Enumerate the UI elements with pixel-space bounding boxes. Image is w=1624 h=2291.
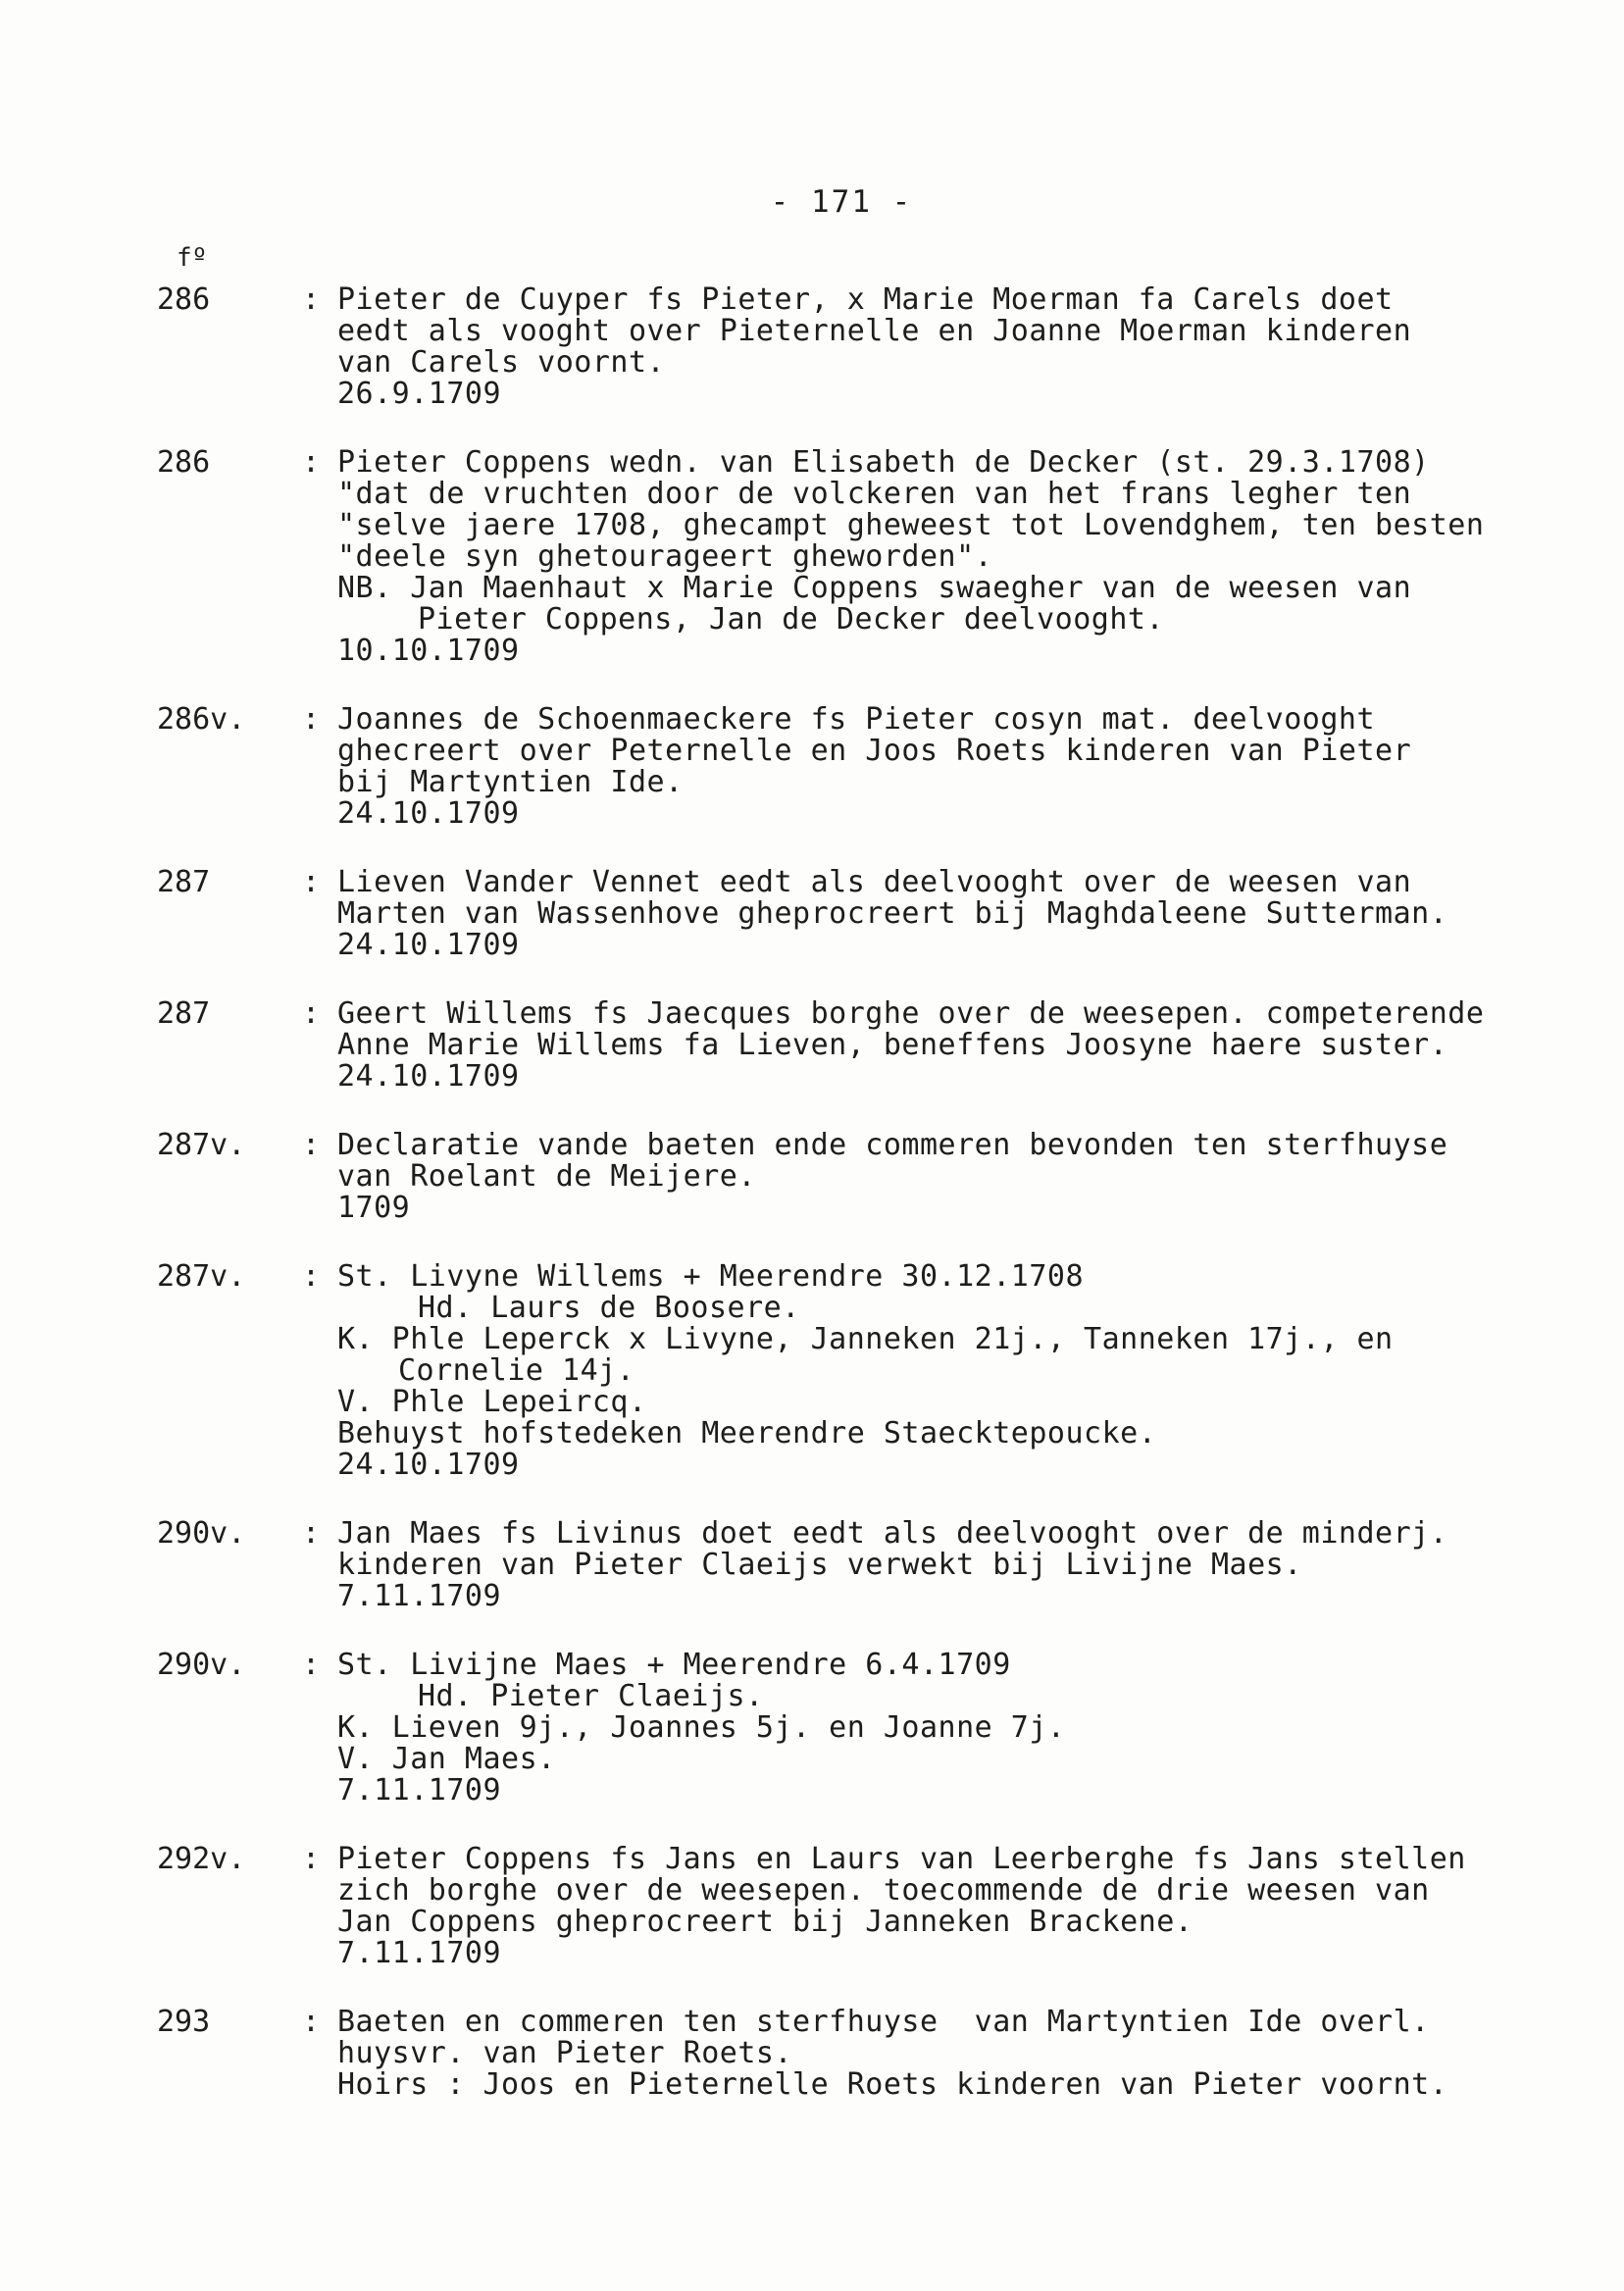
entry-line: Jan Maes fs Livinus doet eedt als deelvooght over de minderj. — [337, 1516, 1448, 1551]
entry-line: St. Livyne Willems + Meerendre 30.12.1708 — [337, 1259, 1085, 1294]
entry-text — [337, 2007, 1549, 2101]
entry-line: kinderen van Pieter Claeijs verwekt bij Livijne Maes. — [337, 1548, 1302, 1582]
entry-line: Jan Coppens gheprocreert bij Janneken Brackene. — [337, 1905, 1193, 1939]
entry-text — [337, 1261, 1549, 1481]
entry-line: zich borghe over de weesepen. toecommende de drie weesen van — [337, 1873, 1430, 1908]
entry-date: 24.10.1709 — [337, 1448, 520, 1482]
entry-text — [337, 998, 1549, 1093]
separator: : — [302, 445, 321, 480]
entry-line: Hoirs : Joos en Pieternelle Roets kinderen van Pieter voornt. — [337, 2067, 1448, 2102]
entry-line: Hd. Laurs de Boosere. — [418, 1291, 800, 1325]
entry-text — [337, 1650, 1549, 1807]
entry-line: bij Martyntien Ide. — [337, 765, 684, 799]
folio-reference: 290v. — [157, 1648, 246, 1682]
separator: : — [302, 1516, 321, 1551]
entry — [157, 447, 1549, 667]
entry-line: Baeten en commeren ten sterfhuyse van Martyntien Ide overl. — [337, 2005, 1430, 2039]
entry-text — [337, 1518, 1549, 1612]
entry-line: "dat de vruchten door de volckeren van het frans legher ten — [337, 477, 1412, 511]
folio-reference: 290v. — [157, 1516, 246, 1551]
folio-reference: 287 — [157, 996, 211, 1031]
entry-text — [337, 1130, 1549, 1224]
entry-line: K. Lieven 9j., Joannes 5j. en Joanne 7j. — [337, 1710, 1066, 1745]
entry-line: V. Phle Lepeircq. — [337, 1385, 647, 1419]
folio-reference: 293 — [157, 2005, 211, 2039]
folio-reference: 287v. — [157, 1128, 246, 1162]
entry-date: 7.11.1709 — [337, 1579, 502, 1613]
entry-text — [337, 284, 1549, 410]
entry-text — [337, 1844, 1549, 1969]
entry-text — [337, 704, 1549, 830]
page-number: - 171 - — [770, 184, 913, 220]
entry-line: van Carels voornt. — [337, 345, 666, 380]
folio-reference: 286 — [157, 445, 211, 480]
entry-line: Geert Willems fs Jaecques borghe over de weesepen. competerende — [337, 996, 1485, 1031]
entry-line: NB. Jan Maenhaut x Marie Coppens swaegher van de weesen van — [337, 571, 1412, 605]
entry-line: Pieter Coppens fs Jans en Laurs van Leerberghe fs Jans stellen — [337, 1842, 1466, 1876]
entry-line: Behuyst hofstedeken Meerendre Staecktepoucke. — [337, 1416, 1157, 1451]
entry-line: Declaratie vande baeten ende commeren bevonden ten sterfhuyse — [337, 1128, 1448, 1162]
folio-reference: 287 — [157, 865, 211, 899]
entry-line: St. Livijne Maes + Meerendre 6.4.1709 — [337, 1648, 1011, 1682]
separator: : — [302, 702, 321, 737]
entry-line: ghecreert over Peternelle en Joos Roets kinderen van Pieter — [337, 734, 1412, 768]
entry-line: Pieter Coppens wedn. van Elisabeth de Decker (st. 29.3.1708) — [337, 445, 1430, 480]
entry-date: 26.9.1709 — [337, 377, 502, 411]
entry — [157, 867, 1549, 961]
entry-date: 24.10.1709 — [337, 796, 520, 831]
entry — [157, 1650, 1549, 1807]
entry — [157, 1130, 1549, 1224]
folio-label: fº — [177, 243, 208, 273]
separator: : — [302, 865, 321, 899]
entry-line: Marten van Wassenhove gheprocreert bij Maghdaleene Sutterman. — [337, 896, 1448, 931]
entry-line: "selve jaere 1708, ghecampt gheweest tot Lovendghem, ten besten — [337, 508, 1485, 542]
folio-reference: 286v. — [157, 702, 246, 737]
separator: : — [302, 1842, 321, 1876]
entry-text — [337, 867, 1549, 961]
entry-line: Pieter de Cuyper fs Pieter, x Marie Moerman fa Carels doet — [337, 282, 1394, 317]
entry-line: Lieven Vander Vennet eedt als deelvooght over de weesen van — [337, 865, 1412, 899]
entry-date: 24.10.1709 — [337, 1059, 520, 1094]
folio-reference: 286 — [157, 282, 211, 317]
entry-date: 24.10.1709 — [337, 928, 520, 962]
separator: : — [302, 1259, 321, 1294]
entry — [157, 1261, 1549, 1481]
separator: : — [302, 2005, 321, 2039]
entry-line: Hd. Pieter Claeijs. — [418, 1679, 764, 1713]
entry-date: 7.11.1709 — [337, 1936, 502, 1970]
folio-reference: 292v. — [157, 1842, 246, 1876]
entry-line: Cornelie 14j. — [398, 1353, 635, 1388]
entry-text — [337, 447, 1549, 667]
entry-list — [157, 284, 1549, 2101]
separator: : — [302, 282, 321, 317]
entry-line: "deele syn ghetourageert gheworden". — [337, 539, 993, 574]
entry-date: 1709 — [337, 1191, 411, 1225]
entry-line: Joannes de Schoenmaeckere fs Pieter cosyn mat. deelvooght — [337, 702, 1376, 737]
entry — [157, 704, 1549, 830]
entry-line: Anne Marie Willems fa Lieven, beneffens Joosyne haere suster. — [337, 1028, 1448, 1062]
folio-reference: 287v. — [157, 1259, 246, 1294]
entry-line: eedt als vooght over Pieternelle en Joanne Moerman kinderen — [337, 314, 1412, 348]
separator: : — [302, 1648, 321, 1682]
entry-line: van Roelant de Meijere. — [337, 1159, 756, 1194]
entry-line: V. Jan Maes. — [337, 1742, 556, 1776]
entry — [157, 284, 1549, 410]
separator: : — [302, 1128, 321, 1162]
entry-line: Pieter Coppens, Jan de Decker deelvooght. — [418, 602, 1165, 636]
entry — [157, 2007, 1549, 2101]
entry — [157, 1518, 1549, 1612]
entry-date: 7.11.1709 — [337, 1773, 502, 1807]
entry — [157, 998, 1549, 1093]
entry-line: huysvr. van Pieter Roets. — [337, 2036, 793, 2070]
entry-date: 10.10.1709 — [337, 634, 520, 668]
entry-line: K. Phle Leperck x Livyne, Janneken 21j., Tanneken 17j., en — [337, 1322, 1394, 1356]
separator: : — [302, 996, 321, 1031]
entry — [157, 1844, 1549, 1969]
